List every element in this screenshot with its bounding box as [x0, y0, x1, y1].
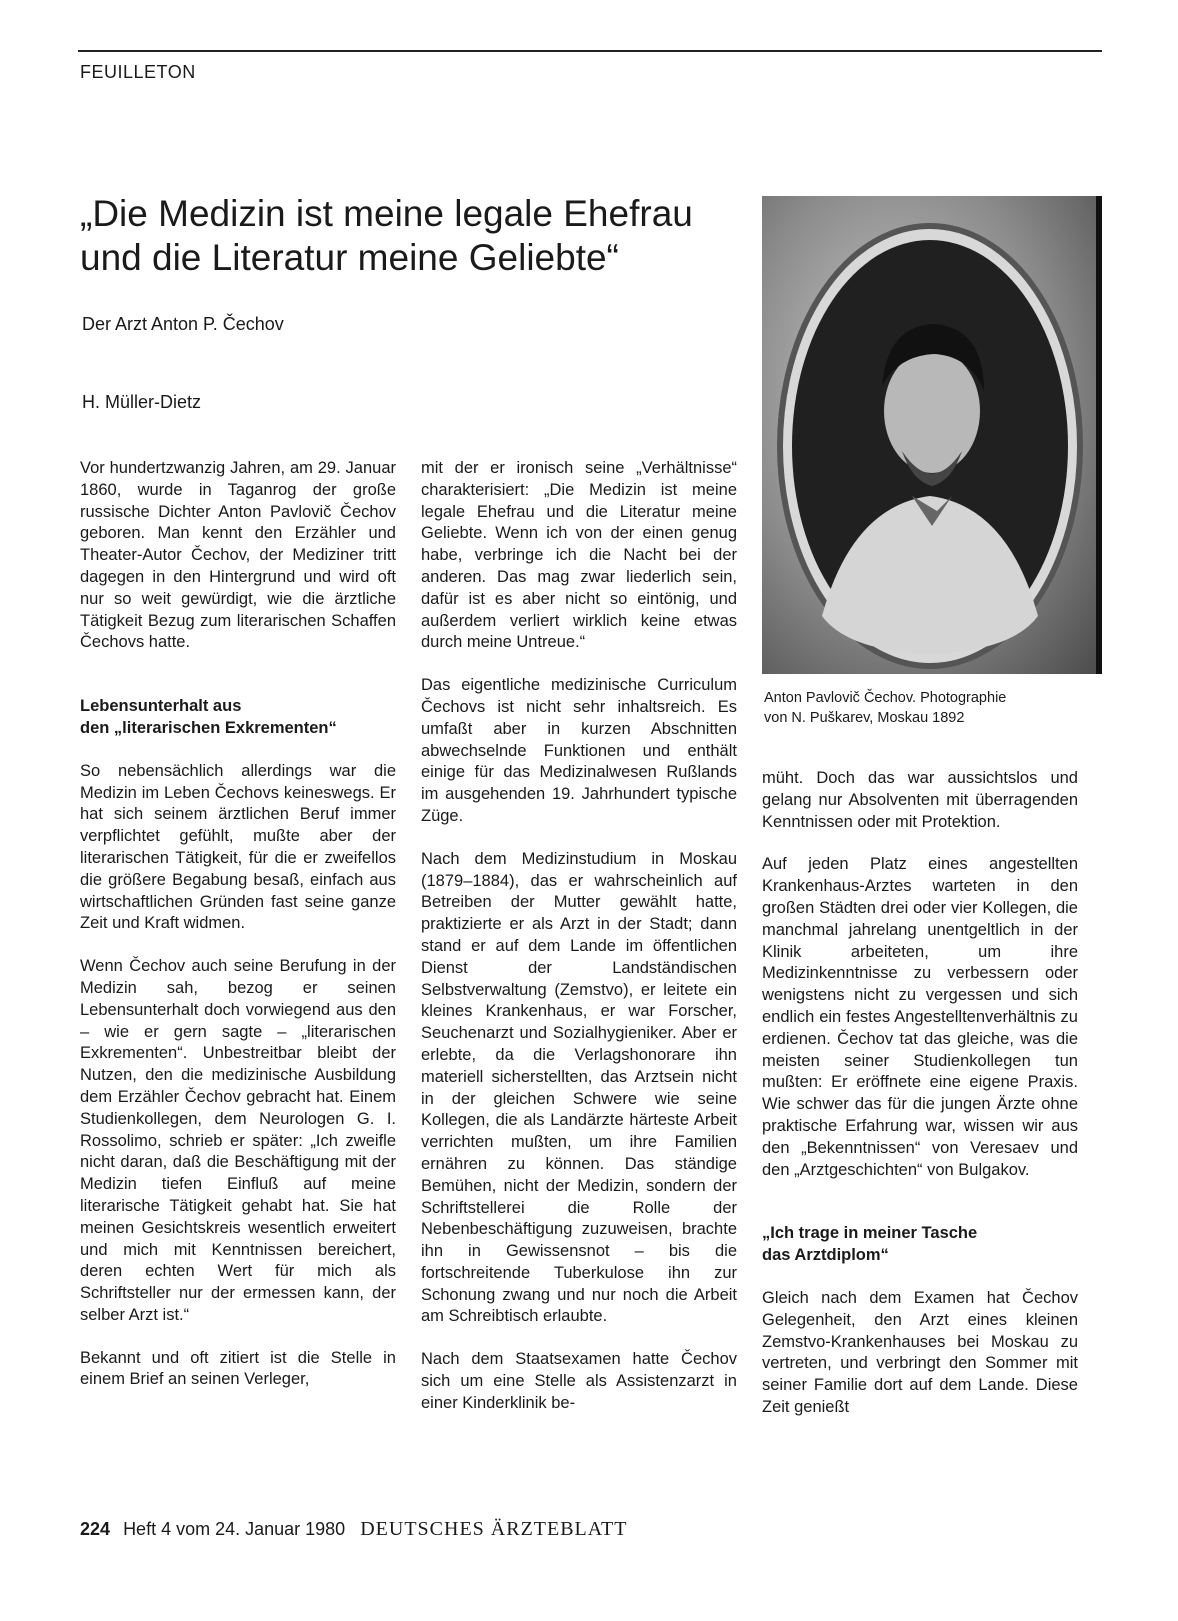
header-rule [78, 50, 1102, 52]
photo-caption [764, 688, 1104, 728]
paragraph: Nach dem Staatsexamen hatte Čechov sich um eine Stelle als Assistenzarzt in einer Kinderklinik be- [421, 1350, 737, 1412]
paragraph: So nebensächlich allerdings war die Medizin im Leben Čechovs keineswegs. Er hat sich seinem ärztlichen Beruf immer verpflichtet gefühlt, mußte aber der literarischen Tätigkeit, für die er zweifellos die größere Begabung besaß, einfach aus wirtschaftlichen Gründen fast seine ganze Zeit und Kraft widmen. [80, 761, 396, 933]
paragraph: Das eigentliche medizinische Curriculum Čechovs ist nicht sehr inhaltsreich. Es umfaßt aber in kurzen Abschnitten abwechselnde Funktionen und enthält einige für das Medizinalwesen Rußlands im ausgehenden 19. Jahrhundert typische Züge. [421, 676, 737, 825]
article-subtitle: Der Arzt Anton P. Čechov [82, 314, 284, 334]
article-author: H. Müller-Dietz [82, 392, 202, 412]
caption-line-1: Anton Pavlovič Čechov. Photographie [764, 690, 1007, 706]
paragraph: Bekannt und oft zitiert ist die Stelle in einem Brief an seinen Verleger, [80, 1348, 396, 1389]
title-line-1: „Die Medizin ist meine legale Ehefrau [80, 193, 693, 234]
portrait-illustration [762, 196, 1096, 674]
section-label: FEUILLETON [80, 62, 196, 82]
column-1 [80, 458, 396, 1412]
subheading-line-1: „Ich trage in meiner Tasche [762, 1224, 978, 1243]
subheading-line-2: das Arztdiplom“ [762, 1246, 889, 1265]
subheading [762, 1223, 1078, 1267]
portrait-photo [762, 196, 1102, 674]
subheading-line-1: Lebensunterhalt aus [80, 697, 242, 716]
issue-info: Heft 4 vom 24. Januar 1980 [123, 1519, 346, 1539]
paragraph: Auf jeden Platz eines angestellten Krankenhaus-Arztes warteten in den großen Städten drei oder vier Kollegen, die manchmal jahrelang unentgeltlich in der Klinik arbeiteten, um ihre Medizinkenntnisse zu verbessern oder wenigstens nicht zu vergessen und sich endlich ein festes Angestelltenverhältnis zu erdienen. Čechov tat das gleiche, was die meisten seiner Studienkollegen tun mußten: Er eröffnete eine eigene Praxis. Wie schwer das für die jungen Ärzte ohne praktische Erfahrung war, wissen wir aus den „Bekenntnissen“ von Veresaev und den „Arztgeschichten“ von Bulgakov. [762, 855, 1078, 1179]
column-2 [421, 458, 737, 1436]
column-3 [762, 768, 1078, 1440]
paragraph: Wenn Čechov auch seine Berufung in der Medizin sah, bezog er seinen Lebensunterhalt doch vorwiegend aus den – wie er gern sagte – „literarischen Exkrementen“. Unbestreitbar bleibt der Nutzen, den die medizinische Ausbildung dem Erzähler Čechov gebracht hat. Einem Studienkollegen, dem Neurologen G. I. Rossolimo, schrieb er später: „Ich zweifle nicht daran, daß die Beschäftigung mit der Medizin tiefen Einfluß auf meine literarische Tätigkeit gehabt hat. Sie hat meinen Gesichtskreis wesentlich erweitert und mich mit Kenntnissen bereichert, deren echten Wert für mich als Schriftsteller nur der ermessen kann, der selber Arzt ist.“ [80, 957, 396, 1324]
page-number: 224 [80, 1519, 111, 1539]
subheading-line-2: den „literarischen Exkrementen“ [80, 718, 337, 737]
title-line-2: und die Literatur meine Geliebte“ [80, 237, 619, 278]
article-title [80, 192, 760, 280]
caption-line-2: von N. Puškarev, Moskau 1892 [764, 710, 965, 726]
paragraph: Nach dem Medizinstudium in Moskau (1879–1884), das er wahrscheinlich auf Betreiben der Mutter gewählt hatte, praktizierte er als Arzt in der Stadt; dann stand er auf dem Lande im öffentlichen Dienst der Landständischen Selbstverwaltung (Zemstvo), er leitete ein kleines Krankenhaus, er war Forscher, Seuchenarzt und Sozialhygieniker. Aber er erlebte, da die Verlagshonorare ihn materiell sicherstellten, das Arztsein nicht in der gleichen Schwere wie seine Kollegen, die als Landärzte härteste Arbeit verrichten mußten, um ihre Familien ernähren zu können. Das ständige Bemühen, nicht der Medizin, sondern der Schriftstellerei die Rolle der Nebenbeschäftigung zuzuweisen, brachte ihn in Gewissensnot – bis die fortschreitende Tuberkulose ihn zur Schonung zwang und nur noch die Arbeit am Schreibtisch erlaubte. [421, 849, 737, 1326]
journal-name: DEUTSCHES ÄRZTEBLATT [360, 1518, 628, 1540]
page-footer [80, 1518, 627, 1541]
paragraph: Gleich nach dem Examen hat Čechov Gelegenheit, den Arzt eines kleinen Zemstvo-Krankenhauses bei Moskau zu vertreten, und verbringt den Sommer mit seiner Familie dort auf dem Lande. Diese Zeit genießt [762, 1288, 1078, 1416]
paragraph: Vor hundertzwanzig Jahren, am 29. Januar 1860, wurde in Taganrog der große russische Dichter Anton Pavlovič Čechov geboren. Man kennt den Erzähler und Theater-Autor Čechov, der Mediziner tritt dagegen in den Hintergrund und wird oft nur so weit gewürdigt, wie die ärztliche Tätigkeit Bezug zum literarischen Schaffen Čechovs hatte. [80, 459, 396, 652]
paragraph: müht. Doch das war aussichtslos und gelang nur Absolventen mit überragenden Kenntnissen oder mit Protektion. [762, 769, 1078, 831]
subheading [80, 696, 396, 740]
paragraph: mit der er ironisch seine „Verhältnisse“ charakterisiert: „Die Medizin ist meine legale Ehefrau und die Literatur meine Geliebte. Wenn ich von der einen genug habe, verbringe ich die Nacht bei der anderen. Das mag zwar liederlich sein, dafür ist es aber nicht so eintönig, und außerdem verliert wirklich keine etwas durch meine Untreue.“ [421, 459, 737, 652]
